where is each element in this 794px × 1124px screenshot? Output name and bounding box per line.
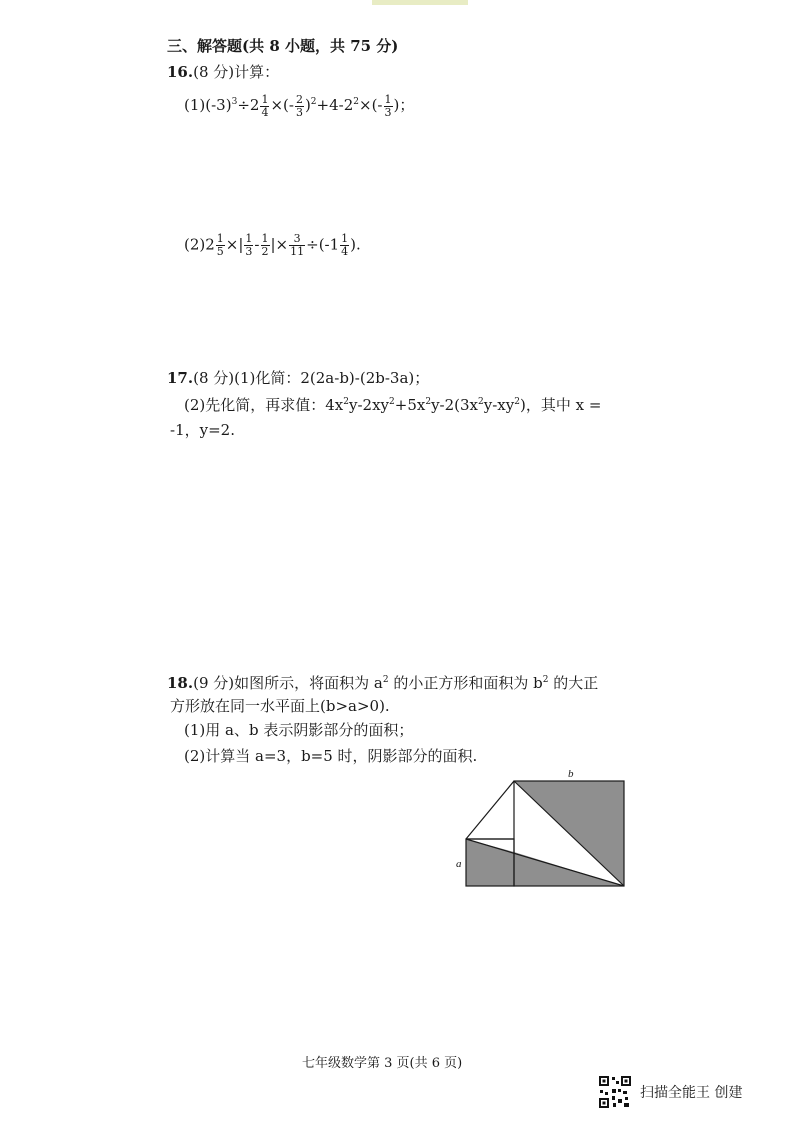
question-number: 17. xyxy=(167,369,194,387)
section-title: 三、解答题(共 8 小题，共 75 分) xyxy=(167,37,399,55)
fraction: $\frac{1}{4}$ xyxy=(341,232,349,258)
question-18-line-3: (1)用 a、b 表示阴影部分的面积； xyxy=(184,721,414,739)
exponent: 2 xyxy=(310,97,317,107)
question-18-line-4: (2)计算当 a=3，b=5 时，阴影部分的面积. xyxy=(184,747,478,765)
fraction: $\frac{1}{3}$ xyxy=(245,232,253,258)
fraction: $\frac{1}{5}$ xyxy=(216,232,224,258)
question-16-header xyxy=(167,62,279,82)
expr-text: (1)(-3) xyxy=(184,96,232,114)
question-18-line-1: 18.(9 分)如图所示，将面积为 $a^2$ 的小正方形和面积为 $b^2$ 的大正 xyxy=(167,674,599,692)
expr-text: ) xyxy=(304,96,311,114)
question-number: 16. xyxy=(167,63,194,81)
question-18-line-2: 方形放在同一水平面上(b>a>0). xyxy=(170,697,390,715)
expr-text: ×(- xyxy=(359,96,383,114)
question-17-line-1 xyxy=(167,368,429,388)
question-16-part-2 xyxy=(184,233,361,258)
expr-text: +4-2 xyxy=(316,96,354,114)
question-number: 18. xyxy=(167,674,194,692)
exponent: 2 xyxy=(353,97,359,107)
qr-code-icon xyxy=(598,1075,632,1109)
expr-text: ×| xyxy=(225,235,244,254)
question-17-line-3: -1，y=2. xyxy=(170,421,235,439)
fraction: $\frac{1}{4}$ xyxy=(261,92,269,119)
exponent: 3 xyxy=(231,97,238,107)
expr-text: ×(- xyxy=(270,96,294,114)
label-a: a xyxy=(456,858,462,870)
question-16-part-1 xyxy=(184,92,414,119)
expr-text: )； xyxy=(393,96,415,114)
question-17-line-2: (2)先化简，再求值：$4x^2y-2xy^2+5x^2y-2(3x^2y-xy^2)$，其中 x = xyxy=(184,396,602,414)
expr-text: |× xyxy=(270,235,289,254)
label-b: b xyxy=(568,768,574,780)
fraction: $\frac{3}{11}$ xyxy=(290,232,305,258)
expr-text: - xyxy=(254,235,260,254)
fraction: $\frac{2}{3}$ xyxy=(295,92,303,119)
expr-text: ). xyxy=(350,235,361,254)
fraction: $\frac{1}{3}$ xyxy=(384,92,392,119)
expr-text: (2)2 xyxy=(184,235,215,254)
scanner-watermark: 扫描全能王 创建 xyxy=(640,1085,743,1101)
top-edge-mark xyxy=(372,0,468,5)
squares-shaded-figure xyxy=(450,765,640,891)
question-head: (8 分)计算： xyxy=(193,63,280,81)
expr-text: ÷2 xyxy=(237,96,260,114)
page-footer: 七年级数学第 3 页(共 6 页) xyxy=(302,1056,463,1071)
question-text: (8 分)(1)化简：2(2a-b)-(2b-3a)； xyxy=(193,369,430,387)
fraction: $\frac{1}{2}$ xyxy=(261,232,269,258)
expr-text: ÷(-1 xyxy=(306,235,340,254)
